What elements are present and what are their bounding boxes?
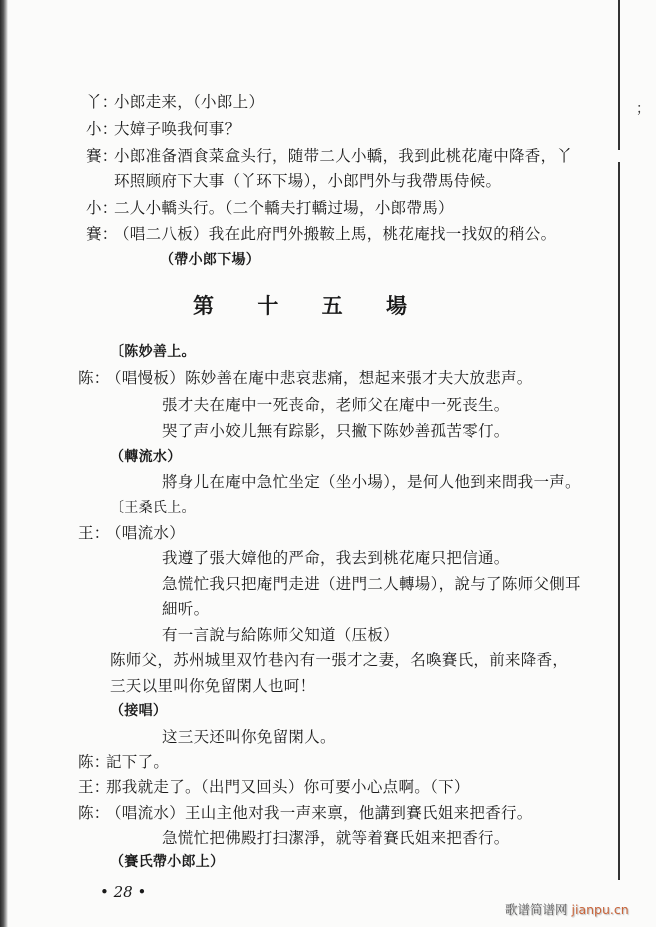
dialogue-line: 哭了声小姣儿無有踪影，只撇下陈妙善孤苦零仃。 [162, 422, 510, 440]
dialogue-line: 將身儿在庵中急忙坐定（坐小場），是何人他到来問我一声。 [162, 473, 581, 491]
speaker-label: 陈： [78, 804, 110, 822]
dialogue-line: 这三天还叫你免留閑人。 [162, 728, 336, 746]
speaker-label: 賽： [86, 147, 118, 165]
watermark-url: jianpu.cn [571, 902, 629, 917]
dialogue-line: 我遵了張大嫜他的严命，我去到桃花庵只把信通。 [162, 549, 510, 567]
page-margin-rule-gap [618, 150, 620, 162]
stage-direction: 〔王桑氏上。 [110, 500, 196, 516]
dialogue-line [86, 224, 556, 244]
scene-title: 第 十 五 場 [193, 293, 425, 318]
line-text: 二人小轎头行。（二个轎夫打轎过場，小郎帶馬） [114, 199, 454, 217]
dialogue-line: 有一言說与給陈师父知道（压板） [162, 626, 400, 644]
line-text: （唱流水） [106, 524, 186, 542]
line-text: 环照顾府下大事（丫环下場），小郎門外与我帶馬侍候。 [114, 172, 502, 190]
dialogue-line [78, 523, 185, 543]
dialogue-line [86, 119, 240, 139]
line-text: （唱二八板）我在此府門外搬鞍上馬，桃花庵找一找奴的稍公。 [114, 225, 557, 243]
line-text: 大嫜子唤我何事？ [114, 120, 241, 138]
line-text: 記下了。 [106, 753, 170, 771]
stage-direction: （賽氏帶小郎上） [110, 854, 225, 870]
dialogue-line: 陈师父，苏州城里双竹巷內有一張才之妻，名喚賽氏，前来降香， [110, 651, 569, 669]
dialogue-line: 急慌忙把佛殿打扫潔淨，就等着賽氏姐来把香行。 [162, 829, 510, 847]
speaker-label: 小： [86, 120, 118, 138]
line-text: 小郎走来，（小郎上） [114, 93, 265, 111]
dialogue-line [114, 171, 501, 191]
dialogue-line [78, 803, 533, 823]
clipped-margin-char: ； [636, 101, 650, 117]
watermark-text: 歌谱简谱网 [505, 902, 568, 917]
dialogue-line [78, 777, 470, 797]
stage-direction: （接唱） [110, 703, 168, 719]
speaker-label: 丫： [86, 93, 118, 111]
watermark [505, 900, 629, 918]
speaker-label: 陈： [78, 753, 110, 771]
scan-left-edge [0, 0, 8, 927]
speaker-label: 王： [78, 524, 110, 542]
dialogue-line [78, 752, 169, 772]
dialogue-line: 細听。 [162, 600, 210, 618]
line-text: （唱流水）王山主他对我一声来禀，他講到賽氏姐来把香行。 [106, 804, 533, 822]
speaker-label: 賽： [86, 225, 118, 243]
speaker-label: 小： [86, 199, 118, 217]
speaker-label: 陈： [78, 369, 110, 387]
speaker-label: 王： [78, 778, 110, 796]
page-number: • 28 • [100, 883, 147, 901]
dialogue-line: 三天以里叫你免留閑人也呵！ [110, 677, 316, 695]
stage-direction: （轉流水） [110, 449, 182, 465]
dialogue-line [78, 368, 533, 388]
page-margin-rule [618, 0, 620, 880]
line-text: （唱慢板）陈妙善在庵中悲哀悲痛，想起来張才夫大放悲声。 [106, 369, 533, 387]
dialogue-line: 張才夫在庵中一死丧命，老师父在庵中一死丧生。 [162, 396, 510, 414]
stage-direction: 〔陈妙善上。 [110, 344, 196, 360]
line-text: 那我就走了。（出門又回头）你可要小心点啊。（下） [106, 778, 470, 796]
dialogue-line [86, 92, 264, 112]
dialogue-line [86, 146, 572, 166]
dialogue-line: 急慌忙我只把庵門走进（进門二人轉場），說与了陈师父側耳 [162, 575, 581, 593]
line-text: 小郎准备酒食菜盒头行，随带二人小轎，我到此桃花庵中降香，丫 [114, 147, 573, 165]
dialogue-line [86, 198, 454, 218]
stage-direction: （帶小郎下場） [160, 252, 261, 268]
